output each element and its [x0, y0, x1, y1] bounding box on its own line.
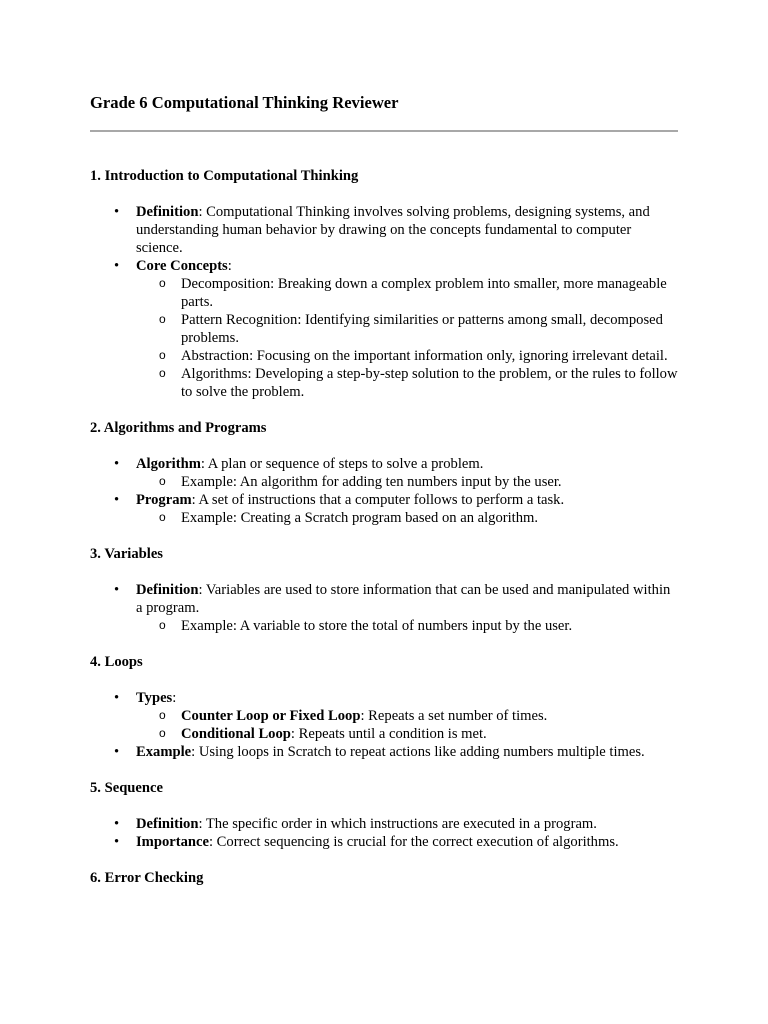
sub-bullet-text: Example: An algorithm for adding ten numbers input by the user. [181, 474, 562, 490]
sub-bullet-list [136, 509, 680, 527]
bullet-text: : Correct sequencing is crucial for the correct execution of algorithms. [208, 834, 619, 850]
bullet-list [90, 689, 680, 761]
sub-bullet-list [136, 275, 680, 401]
bullet-term: Definition [136, 816, 199, 832]
sub-bullet-text: Decomposition: Breaking down a complex problem into smaller, more manageable parts. [181, 276, 667, 310]
bullet-item [136, 689, 680, 743]
section [90, 869, 680, 887]
sub-bullet-item [181, 725, 680, 743]
bullet-term: Program [136, 492, 192, 508]
bullet-term: Example [136, 744, 192, 760]
bullet-item [136, 491, 680, 527]
bullet-text: : [227, 258, 232, 274]
sub-bullet-text: Example: A variable to store the total of numbers input by the user. [181, 618, 573, 634]
bullet-text: : Computational Thinking involves solving problems, designing systems, and understanding human behavior by drawing on the concepts fundamental to computer science. [136, 204, 650, 256]
section [90, 167, 680, 401]
bullet-term: Types [136, 690, 173, 706]
sub-bullet-text: : Repeats until a condition is met. [290, 726, 487, 742]
bullet-text: : The specific order in which instructions are executed in a program. [198, 816, 597, 832]
section-heading: 6. Error Checking [90, 870, 204, 886]
sub-bullet-text: Abstraction: Focusing on the important information only, ignoring irrelevant detail. [181, 348, 668, 364]
bullet-list [90, 203, 680, 401]
bullet-text: : [172, 690, 177, 706]
section [90, 653, 680, 761]
bullet-text: : A set of instructions that a computer follows to perform a task. [191, 492, 565, 508]
section [90, 419, 680, 527]
bullet-text: : Using loops in Scratch to repeat actions like adding numbers multiple times. [191, 744, 645, 760]
bullet-item [136, 815, 680, 833]
bullet-item [136, 203, 680, 257]
sub-bullet-item [181, 311, 680, 347]
sub-bullet-item [181, 347, 680, 365]
bullet-list [90, 455, 680, 527]
bullet-item [136, 455, 680, 491]
sub-bullet-item [181, 473, 680, 491]
section [90, 545, 680, 635]
bullet-item [136, 257, 680, 401]
sub-bullet-text: : Repeats a set number of times. [360, 708, 548, 724]
sub-bullet-text: Example: Creating a Scratch program based on an algorithm. [181, 510, 539, 526]
sub-bullet-item [181, 365, 680, 401]
section-heading: 5. Sequence [90, 780, 163, 796]
section-heading: 2. Algorithms and Programs [90, 420, 267, 436]
bullet-text: : Variables are used to store information that can be used and manipulated within a program. [136, 582, 671, 616]
bullet-term: Algorithm [136, 456, 201, 472]
sub-bullet-term: Counter Loop or Fixed Loop [181, 708, 361, 724]
sub-bullet-text: Pattern Recognition: Identifying similarities or patterns among small, decomposed problems. [181, 312, 663, 346]
document-title: Grade 6 Computational Thinking Reviewer [90, 93, 399, 112]
sub-bullet-item [181, 707, 680, 725]
sub-bullet-item [181, 617, 680, 635]
section-heading: 3. Variables [90, 546, 163, 562]
bullet-term: Definition [136, 582, 199, 598]
horizontal-rule [90, 130, 678, 132]
section [90, 779, 680, 851]
bullet-item [136, 833, 680, 851]
sub-bullet-list [136, 707, 680, 743]
bullet-item [136, 743, 680, 761]
bullet-list [90, 815, 680, 851]
bullet-list [90, 581, 680, 635]
sub-bullet-list [136, 473, 680, 491]
sub-bullet-list [136, 617, 680, 635]
sub-bullet-item [181, 509, 680, 527]
sub-bullet-term: Conditional Loop [181, 726, 291, 742]
bullet-text: : A plan or sequence of steps to solve a problem. [200, 456, 484, 472]
sub-bullet-text: Algorithms: Developing a step-by-step solution to the problem, or the rules to follow to solve the problem. [181, 366, 678, 400]
section-heading: 1. Introduction to Computational Thinking [90, 168, 359, 184]
document-body [90, 167, 680, 905]
sub-bullet-item [181, 275, 680, 311]
bullet-item [136, 581, 680, 635]
bullet-term: Definition [136, 204, 199, 220]
section-heading: 4. Loops [90, 654, 143, 670]
bullet-term: Core Concepts [136, 258, 228, 274]
bullet-term: Importance [136, 834, 209, 850]
